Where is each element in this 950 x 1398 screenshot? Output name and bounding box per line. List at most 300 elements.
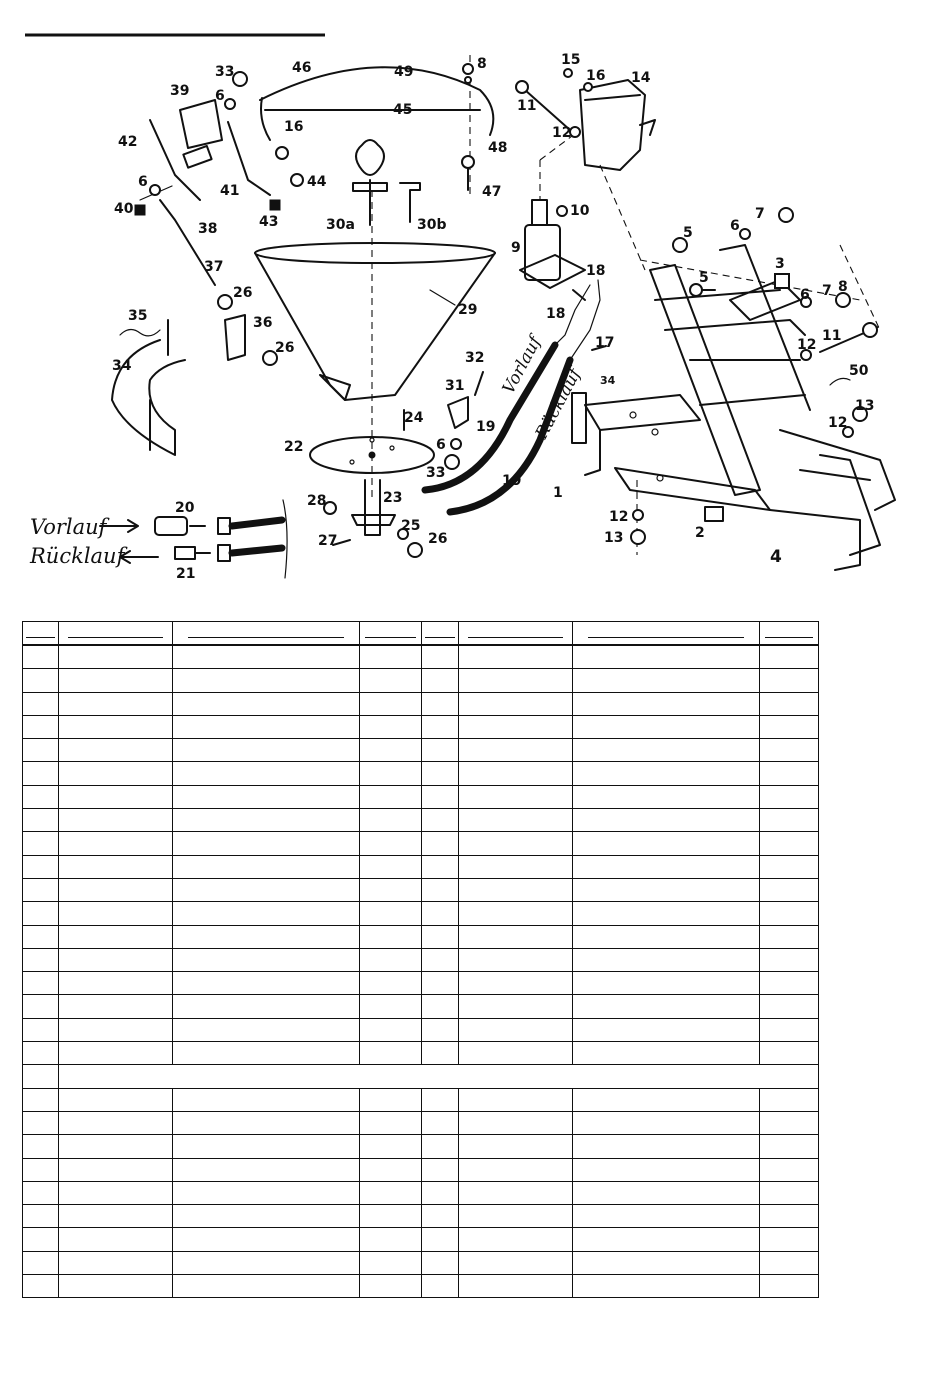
table-cell	[59, 1181, 173, 1204]
supply-line-label: Vorlauf	[30, 515, 107, 539]
callout: 47	[482, 184, 502, 200]
table-cell	[760, 1135, 819, 1158]
callout: 21	[176, 566, 196, 582]
table-cell	[573, 1205, 760, 1228]
table-cell	[59, 1088, 173, 1111]
table-cell	[422, 855, 459, 878]
callout: 12	[797, 337, 817, 353]
table-cell	[23, 1158, 59, 1181]
table-cell	[573, 878, 760, 901]
hose-return-label: Rücklauf	[531, 365, 586, 443]
table-cell	[59, 855, 173, 878]
table-cell	[573, 1181, 760, 1204]
table-cell	[173, 1251, 360, 1274]
table-cell	[760, 1158, 819, 1181]
callout: 30a	[326, 217, 355, 233]
table-cell	[23, 1018, 59, 1041]
table-cell	[59, 832, 173, 855]
callout: 36	[253, 315, 273, 331]
table-cell	[422, 832, 459, 855]
table-cell	[459, 1135, 573, 1158]
table-cell	[59, 1275, 173, 1298]
table-cell	[573, 925, 760, 948]
table-row	[23, 669, 819, 692]
table-cell	[173, 739, 360, 762]
table-row	[23, 739, 819, 762]
table-row	[23, 1111, 819, 1134]
table-cell	[59, 669, 173, 692]
table-row	[23, 1018, 819, 1041]
table-cell	[360, 715, 422, 738]
table-cell	[573, 832, 760, 855]
table-cell	[59, 739, 173, 762]
table-header-row	[23, 622, 819, 646]
table-cell	[459, 1088, 573, 1111]
table-cell	[760, 1181, 819, 1204]
table-cell	[23, 925, 59, 948]
callout: 9	[511, 240, 521, 256]
table-cell	[59, 902, 173, 925]
table-cell	[59, 785, 173, 808]
callout: 16	[586, 68, 606, 84]
callout: 13	[855, 398, 875, 414]
table-cell	[760, 785, 819, 808]
table-cell	[459, 1158, 573, 1181]
table-cell	[459, 832, 573, 855]
table-cell	[59, 1042, 173, 1065]
motor-bracket	[580, 80, 655, 270]
table-cell	[573, 902, 760, 925]
header-cell	[422, 622, 459, 646]
header-cell	[173, 622, 360, 646]
table-row	[23, 1181, 819, 1204]
callout: 48	[488, 140, 508, 156]
table-cell	[459, 1042, 573, 1065]
table-row	[23, 1158, 819, 1181]
table-cell	[422, 878, 459, 901]
callout: 46	[292, 60, 312, 76]
callout: 23	[383, 490, 403, 506]
table-cell	[760, 1088, 819, 1111]
callout: 2	[695, 525, 705, 541]
callout: 6	[436, 437, 446, 453]
table-cell	[422, 692, 459, 715]
table-row	[23, 1228, 819, 1251]
table-cell	[459, 1111, 573, 1134]
table-cell	[59, 1158, 173, 1181]
callout: 11	[822, 328, 842, 344]
callout: 18	[586, 263, 606, 279]
deflector-parts	[112, 315, 245, 455]
callout: 19	[476, 419, 496, 435]
table-cell	[459, 902, 573, 925]
table-row	[23, 1088, 819, 1111]
callout: 13	[604, 530, 624, 546]
table-row	[23, 762, 819, 785]
callout: 25	[401, 518, 421, 534]
callout: 39	[170, 83, 190, 99]
table-cell	[59, 762, 173, 785]
table-cell	[760, 809, 819, 832]
table-row	[23, 1275, 819, 1298]
table-cell	[23, 692, 59, 715]
table-cell	[59, 1018, 173, 1041]
table-cell	[173, 669, 360, 692]
table-cell	[173, 1135, 360, 1158]
callout: 44	[307, 174, 327, 190]
table-cell	[422, 1135, 459, 1158]
table-cell	[173, 645, 360, 669]
table-cell	[23, 645, 59, 669]
table-cell	[459, 995, 573, 1018]
table-cell	[23, 1205, 59, 1228]
table-cell	[360, 1111, 422, 1134]
table-cell	[173, 832, 360, 855]
table-cell	[459, 715, 573, 738]
table-cell	[422, 1088, 459, 1111]
table-row	[23, 995, 819, 1018]
table-cell	[573, 809, 760, 832]
table-cell	[360, 809, 422, 832]
callout: 10	[570, 203, 590, 219]
callout: 26	[275, 340, 295, 356]
table-cell	[360, 995, 422, 1018]
table-cell	[422, 785, 459, 808]
table-cell	[360, 1251, 422, 1274]
table-cell	[422, 809, 459, 832]
callout: 34	[112, 358, 132, 374]
header-cell	[573, 622, 760, 646]
table-cell	[173, 995, 360, 1018]
table-cell	[760, 1228, 819, 1251]
table-row	[23, 878, 819, 901]
agitator	[353, 140, 420, 225]
table-cell	[573, 855, 760, 878]
table-cell	[422, 995, 459, 1018]
table-cell	[422, 902, 459, 925]
table-cell	[360, 762, 422, 785]
parts-list-table	[22, 621, 819, 1298]
table-cell	[422, 739, 459, 762]
callout: 19	[502, 473, 522, 489]
table-cell	[360, 1042, 422, 1065]
table-cell	[23, 995, 59, 1018]
table-cell	[23, 948, 59, 971]
exploded-parts-diagram	[0, 0, 950, 600]
hopper-cone	[255, 243, 495, 400]
table-cell	[760, 1275, 819, 1298]
table-cell	[23, 739, 59, 762]
table-cell	[173, 1042, 360, 1065]
callout: 18	[546, 306, 566, 322]
table-cell	[59, 1135, 173, 1158]
table-cell	[573, 948, 760, 971]
table-cell	[173, 1018, 360, 1041]
table-row	[23, 692, 819, 715]
table-cell	[459, 762, 573, 785]
table-cell	[422, 972, 459, 995]
table-cell	[422, 1158, 459, 1181]
hose-supply-label: Vorlauf	[498, 333, 546, 398]
table-cell	[573, 1275, 760, 1298]
return-line-label: Rücklauf	[30, 544, 125, 568]
table-cell	[59, 878, 173, 901]
table-cell	[459, 855, 573, 878]
table-cell	[573, 1251, 760, 1274]
table-cell	[173, 809, 360, 832]
callout: 12	[609, 509, 629, 525]
table-cell	[459, 739, 573, 762]
table-cell	[59, 809, 173, 832]
callout: 16	[284, 119, 304, 135]
table-cell	[760, 948, 819, 971]
callout: 6	[138, 174, 148, 190]
table-cell	[59, 925, 173, 948]
callout: 30b	[417, 217, 447, 233]
table-cell	[573, 692, 760, 715]
table-cell	[59, 692, 173, 715]
table-cell	[59, 645, 173, 669]
table-row	[23, 948, 819, 971]
table-cell	[760, 832, 819, 855]
table-cell	[23, 1251, 59, 1274]
table-cell	[23, 1275, 59, 1298]
table-cell	[23, 1135, 59, 1158]
table-cell	[23, 1111, 59, 1134]
table-cell	[459, 1181, 573, 1204]
callout: 49	[394, 64, 414, 80]
table-cell	[573, 1018, 760, 1041]
table-cell	[59, 948, 173, 971]
table-row	[23, 1065, 819, 1088]
table-cell	[459, 1205, 573, 1228]
callout: 22	[284, 439, 304, 455]
table-cell	[760, 739, 819, 762]
table-cell	[360, 692, 422, 715]
table-cell	[173, 1111, 360, 1134]
callout: 12	[552, 125, 572, 141]
table-row	[23, 715, 819, 738]
table-cell	[459, 878, 573, 901]
table-cell	[59, 1205, 173, 1228]
table-row	[23, 809, 819, 832]
table-cell	[360, 1158, 422, 1181]
table-cell	[573, 1135, 760, 1158]
table-row	[23, 902, 819, 925]
table-cell	[360, 832, 422, 855]
table-row	[23, 645, 819, 669]
table-row	[23, 855, 819, 878]
table-cell	[760, 925, 819, 948]
table-cell	[422, 1228, 459, 1251]
callout: 37	[204, 259, 224, 275]
table-row	[23, 1042, 819, 1065]
header-cell	[360, 622, 422, 646]
table-cell	[360, 1228, 422, 1251]
table-cell	[23, 855, 59, 878]
table-cell	[59, 1111, 173, 1134]
callout: 8	[477, 56, 487, 72]
callout: 20	[175, 500, 195, 516]
table-cell	[573, 645, 760, 669]
table-cell	[459, 948, 573, 971]
table-cell	[173, 1228, 360, 1251]
callout: 5	[683, 225, 693, 241]
table-cell	[23, 1065, 59, 1088]
table-cell	[573, 669, 760, 692]
callout: 32	[465, 350, 485, 366]
table-cell	[760, 1018, 819, 1041]
table-cell	[760, 669, 819, 692]
callout: 40	[114, 201, 134, 217]
table-cell	[360, 948, 422, 971]
table-cell	[760, 878, 819, 901]
table-cell	[360, 645, 422, 669]
table-cell	[573, 739, 760, 762]
table-cell	[23, 1042, 59, 1065]
callout: 45	[393, 102, 413, 118]
table-cell	[59, 972, 173, 995]
table-cell	[173, 948, 360, 971]
table-cell	[760, 1111, 819, 1134]
table-cell	[360, 1088, 422, 1111]
table-cell	[760, 855, 819, 878]
table-cell	[760, 1251, 819, 1274]
table-cell	[422, 1251, 459, 1274]
header-cell	[459, 622, 573, 646]
callout: 7	[755, 206, 765, 222]
table-cell	[360, 1135, 422, 1158]
callout: 4	[770, 547, 782, 567]
table-cell	[573, 995, 760, 1018]
table-cell	[360, 855, 422, 878]
table-row	[23, 925, 819, 948]
table-row	[23, 785, 819, 808]
table-cell	[459, 972, 573, 995]
table-cell	[23, 809, 59, 832]
callout: 11	[517, 98, 537, 114]
table-cell	[760, 995, 819, 1018]
table-cell	[173, 785, 360, 808]
table-cell-span	[59, 1065, 819, 1088]
callout: 6	[800, 287, 810, 303]
callout: 6	[730, 218, 740, 234]
callout: 26	[233, 285, 253, 301]
table-cell	[422, 1181, 459, 1204]
table-cell	[173, 1088, 360, 1111]
table-cell	[360, 902, 422, 925]
table-cell	[59, 715, 173, 738]
table-cell	[360, 739, 422, 762]
table-cell	[459, 1251, 573, 1274]
table-cell	[173, 1181, 360, 1204]
table-cell	[173, 762, 360, 785]
table-cell	[59, 1251, 173, 1274]
callout: 38	[198, 221, 218, 237]
callout: 33	[215, 64, 235, 80]
table-cell	[23, 972, 59, 995]
table-cell	[760, 715, 819, 738]
callout: 6	[215, 88, 225, 104]
table-cell	[573, 715, 760, 738]
table-cell	[573, 1228, 760, 1251]
table-cell	[360, 1275, 422, 1298]
table-cell	[173, 1158, 360, 1181]
table-cell	[23, 1228, 59, 1251]
table-cell	[23, 902, 59, 925]
table-row	[23, 972, 819, 995]
table-cell	[760, 1042, 819, 1065]
callout: 26	[428, 531, 448, 547]
table-row	[23, 832, 819, 855]
table-cell	[459, 785, 573, 808]
table-cell	[173, 855, 360, 878]
callout: 5	[699, 270, 709, 286]
header-cell	[760, 622, 819, 646]
callout: 14	[631, 70, 651, 86]
table-cell	[459, 645, 573, 669]
table-cell	[573, 1158, 760, 1181]
callout: 17	[595, 335, 615, 351]
table-cell	[573, 1042, 760, 1065]
table-cell	[23, 1181, 59, 1204]
callout: 33	[426, 465, 446, 481]
callout: 35	[128, 308, 148, 324]
table-cell	[360, 1205, 422, 1228]
table-cell	[173, 925, 360, 948]
table-row	[23, 1135, 819, 1158]
callout: 1	[553, 485, 563, 501]
table-cell	[573, 1088, 760, 1111]
table-cell	[23, 715, 59, 738]
table-row	[23, 1205, 819, 1228]
header-cell	[23, 622, 59, 646]
table-cell	[422, 925, 459, 948]
table-cell	[360, 785, 422, 808]
table-cell	[422, 948, 459, 971]
table-cell	[422, 1018, 459, 1041]
callout: 28	[307, 493, 327, 509]
table-cell	[23, 785, 59, 808]
table-cell	[422, 1042, 459, 1065]
header-cell	[59, 622, 173, 646]
table-cell	[459, 809, 573, 832]
table-cell	[360, 1181, 422, 1204]
table-cell	[360, 669, 422, 692]
table-cell	[173, 1205, 360, 1228]
table-cell	[23, 878, 59, 901]
table-cell	[422, 762, 459, 785]
callout: 15	[561, 52, 581, 68]
callout: 50	[849, 363, 869, 379]
table-cell	[59, 1228, 173, 1251]
table-cell	[760, 645, 819, 669]
callout: 7	[822, 283, 832, 299]
table-cell	[760, 972, 819, 995]
callout: 8	[838, 279, 848, 295]
table-cell	[760, 762, 819, 785]
table-cell	[173, 972, 360, 995]
callout: 43	[259, 214, 279, 230]
table-cell	[23, 669, 59, 692]
table-cell	[573, 785, 760, 808]
table-cell	[459, 925, 573, 948]
table-cell	[459, 1228, 573, 1251]
callout: 31	[445, 378, 465, 394]
table-cell	[760, 902, 819, 925]
table-body	[23, 645, 819, 1298]
table-cell	[573, 972, 760, 995]
